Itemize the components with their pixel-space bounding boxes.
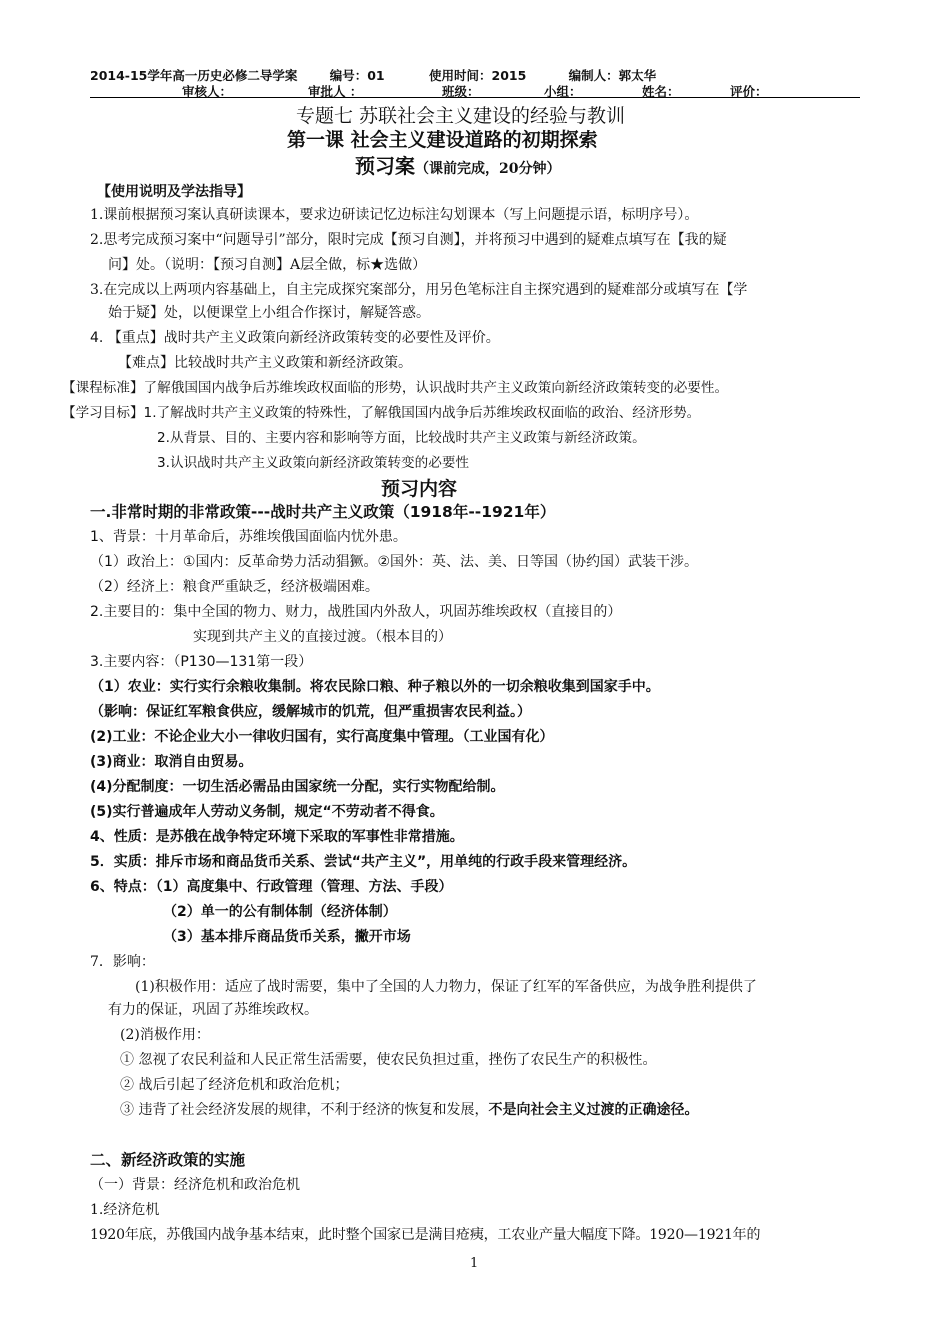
- section1-line: (2)消极作用：: [120, 1027, 210, 1043]
- section1-line: 实现到共产主义的直接过渡。（根本目的）: [193, 629, 452, 645]
- learning-goal: 【学习目标】1.了解战时共产主义政策的特殊性，了解俄国国内战争后苏维埃政权面临的政治、经济形势。: [62, 405, 701, 421]
- section2-line: 1920年底，苏俄国内战争基本结束，此时整个国家已是满目疮痍，工农业产量大幅度下降。1920—1921年的: [90, 1227, 761, 1243]
- header-row-2: [90, 82, 860, 98]
- section1-line: 有力的保证，巩固了苏维埃政权。: [108, 1002, 318, 1018]
- section1-line: 2.主要目的：集中全国的物力、财力，战胜国内外敌人，巩固苏维埃政权（直接目的）: [90, 604, 622, 620]
- section2-line: 1.经济危机: [90, 1202, 160, 1218]
- section1-line: （2）经济上：粮食严重缺乏，经济极端困难。: [90, 579, 379, 595]
- section1-line: (4)分配制度：一切生活必需品由国家统一分配，实行实物配给制。: [90, 779, 505, 795]
- section1-line: (2)工业：不论企业大小一律收归国有，实行高度集中管理。（工业国有化）: [90, 729, 554, 745]
- section1-line: （影响：保证红军粮食供应，缓解城市的饥荒，但严重损害农民利益。）: [90, 704, 531, 720]
- header-approver: 审批人 ：: [308, 84, 363, 99]
- instruction-item: 始于疑】处，以便课堂上小组合作探讨，解疑答惑。: [108, 305, 430, 321]
- page-number: 1: [470, 1256, 479, 1271]
- header-group: 小组：: [544, 84, 582, 99]
- section1-line: 3.主要内容：（P130—131第一段）: [90, 654, 313, 670]
- content-title: 预习内容: [381, 478, 458, 500]
- section1-line: 5．实质：排斥市场和商品货币关系、尝试“共产主义”，用单纯的行政手段来管理经济。: [90, 854, 637, 870]
- header-usage-time: 使用时间：2015: [429, 68, 527, 83]
- section1-line-emphasis: 不是向社会主义过渡的正确途径。: [488, 1102, 699, 1118]
- key-points: 4. 【重点】战时共产主义政策向新经济政策转变的必要性及评价。: [90, 330, 500, 346]
- preview-title: [355, 153, 560, 182]
- section1-line: （1）农业：实行实行余粮收集制。将农民除口粮、种子粮以外的一切余粮收集到国家手中。: [90, 679, 660, 695]
- header-class: 班级：: [442, 84, 480, 99]
- header-editor: 编制人：郭太华: [568, 68, 657, 83]
- instructions-heading: 【使用说明及学法指导】: [97, 184, 251, 200]
- section1-line: ③ 违背了社会经济发展的规律，不利于经济的恢复和发展，: [120, 1102, 489, 1118]
- learning-goal: 2.从背景、目的、主要内容和影响等方面，比较战时共产主义政策与新经济政策。: [157, 430, 646, 446]
- lesson-title: 第一课 社会主义建设道路的初期探索: [287, 129, 598, 151]
- section1-line: 1、背景：十月革命后，苏维埃俄国面临内忧外患。: [90, 529, 407, 545]
- preview-label: 预习案: [355, 154, 415, 178]
- section1-line: （1）政治上：①国内：反革命势力活动猖獗。②国外：英、法、美、日等国（协约国）武装干涉。: [90, 554, 699, 570]
- instruction-item: 3.在完成以上两项内容基础上，自主完成探究案部分，用另色笔标注自主探究遇到的疑难部分或填写在【学: [90, 282, 748, 298]
- section1-line: ② 战后引起了经济危机和政治危机；: [120, 1077, 349, 1093]
- header-name: 姓名：: [642, 84, 680, 99]
- topic-title: 专题七 苏联社会主义建设的经验与教训: [296, 105, 626, 127]
- section1-line: 6、特点：（1）高度集中、行政管理（管理、方法、手段）: [90, 879, 453, 895]
- section1-line: （2）单一的公有制体制（经济体制）: [163, 904, 397, 920]
- instruction-item: 2.思考完成预习案中“问题导引”部分，限时完成【预习自测】，并将预习中遇到的疑难点填写在【我的疑: [90, 232, 727, 248]
- header-evaluation: 评价：: [730, 84, 768, 99]
- section1-line: ① 忽视了农民利益和人民正常生活需要，使农民负担过重，挫伤了农民生产的积极性。: [120, 1052, 657, 1068]
- header-reviewer: 审核人：: [182, 84, 233, 99]
- section1-heading: 一.非常时期的非常政策---战时共产主义政策（1918年--1921年）: [90, 503, 556, 521]
- section2-heading: 二、新经济政策的实施: [90, 1151, 246, 1169]
- section1-line: （3）基本排斥商品货币关系，撇开市场: [163, 929, 411, 945]
- learning-goal: 3.认识战时共产主义政策向新经济政策转变的必要性: [157, 455, 470, 471]
- section1-line: (3)商业：取消自由贸易。: [90, 754, 253, 770]
- instruction-item: 问】处。（说明：【预习自测】A层全做，标★选做）: [108, 257, 427, 273]
- preview-note: （课前完成，20分钟）: [415, 161, 561, 177]
- header-number: 编号：01: [329, 68, 385, 83]
- course-standards: 【课程标准】了解俄国国内战争后苏维埃政权面临的形势，认识战时共产主义政策向新经济政策转变的必要性。: [62, 380, 729, 396]
- section2-line: （一）背景：经济危机和政治危机: [90, 1177, 300, 1193]
- section1-line: (1)积极作用：适应了战时需要，集中了全国的人力物力，保证了红军的军备供应，为战争胜利提供了: [135, 979, 757, 995]
- instruction-item: 1.课前根据预习案认真研读课本，要求边研读记忆边标注勾划课本（写上问题提示语，标明序号）。: [90, 207, 699, 223]
- section1-line-last: [120, 1100, 698, 1120]
- header-course: 2014-15学年高一历史必修二导学案: [90, 68, 298, 83]
- section1-line: 7．影响：: [90, 954, 155, 970]
- difficult-points: 【难点】比较战时共产主义政策和新经济政策。: [118, 355, 412, 371]
- section1-line: (5)实行普遍成年人劳动义务制，规定“不劳动者不得食。: [90, 804, 444, 820]
- section1-line: 4、性质：是苏俄在战争特定环境下采取的军事性非常措施。: [90, 829, 464, 845]
